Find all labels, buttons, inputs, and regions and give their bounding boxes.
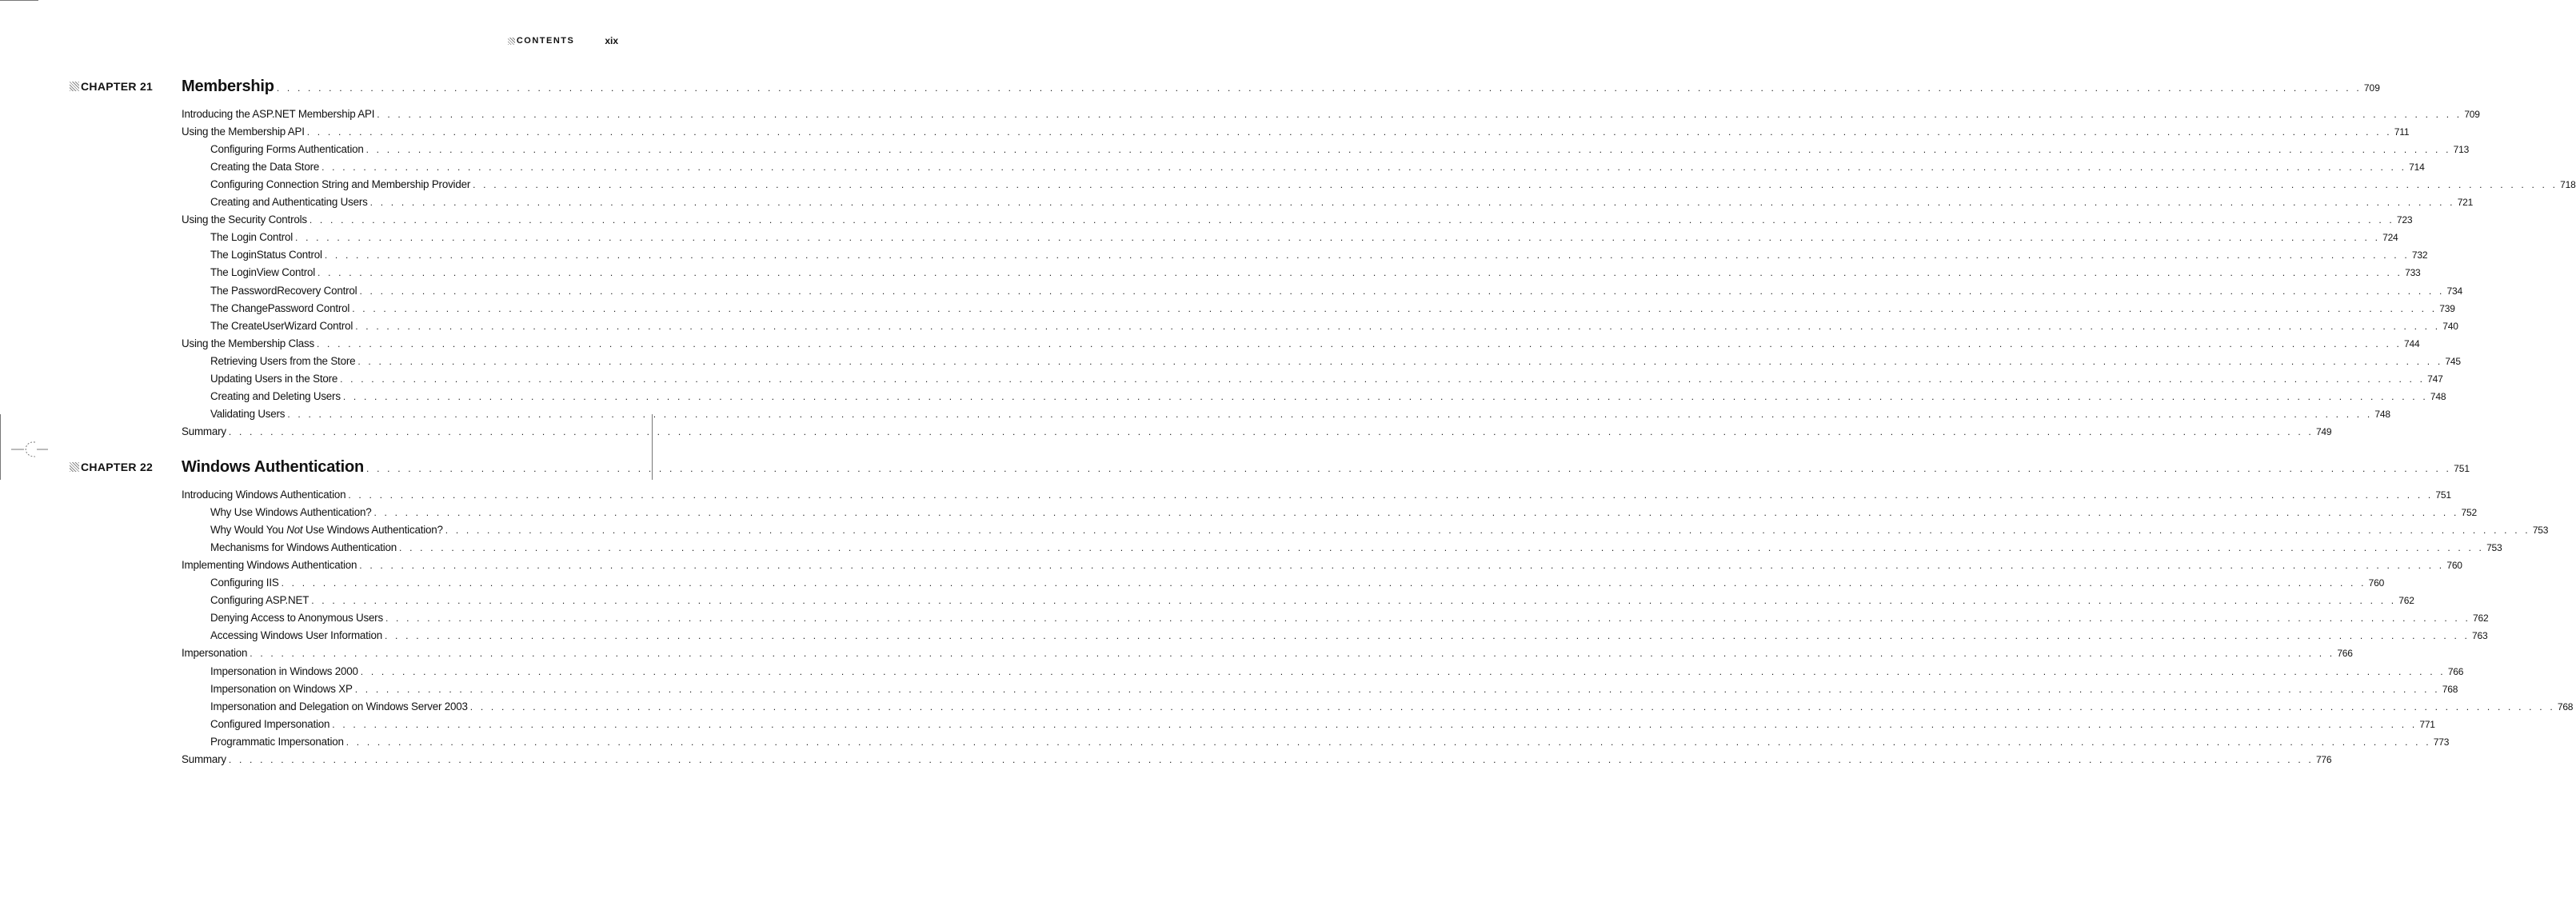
toc-page-number: 714 — [2409, 162, 2425, 174]
toc-page-number: 766 — [2337, 648, 2353, 660]
toc-page-number: 752 — [2461, 507, 2477, 519]
toc-page-number: 768 — [2442, 683, 2458, 695]
toc-entry[interactable] — [210, 682, 2458, 696]
toc-entry-title: Denying Access to Anonymous Users — [210, 612, 383, 625]
dot-leader: . . . . . . . . . . . . . . . . . . . . . . . . . . . . . . . . . . . . . . . . . . . . . . . . . . . . . . . . . . . . . . . . . . . . . . . . . . . . . . . . . . . . . . . . . . . . . . . . . . . . . . . . . . . . . . . . . . . . . . . . . . . . . . . . . . . . . . . . . . . . . . . . . . . . . . . . . . . . . . . . . . . . . . . . . . . . . . . . . . . . . . . . . . . . . . . . . . . . . . . . — [228, 425, 2314, 437]
crop-mark-left — [0, 414, 1, 480]
toc-entry-title: Configuring Forms Authentication — [210, 143, 364, 156]
toc-entry[interactable] — [210, 524, 2549, 537]
toc-entry[interactable] — [210, 231, 2398, 244]
toc-entry[interactable] — [210, 178, 2576, 191]
toc-entry[interactable] — [210, 249, 2428, 261]
toc-entry[interactable] — [210, 700, 2574, 713]
toc-entry[interactable] — [210, 389, 2446, 403]
hatch-icon — [508, 38, 515, 45]
toc-page-number: 732 — [2411, 249, 2428, 261]
dot-leader: . . . . . . . . . . . . . . . . . . . . . . . . . . . . . . . . . . . . . . . . . . . . . . . . . . . . . . . . . . . . . . . . . . . . . . . . . . . . . . . . . . . . . . . . . . . . . . . . . . . . . . . . . . . . . . . . . . . . . . . . . . . . . . . . . . . . . . . . . . . . . . . . . . . . . . . . . . . . . . . . . . . . . . . . . . . . . . . . . . . . . . . . . . . . . . . . . . . . . . . . — [276, 82, 2362, 94]
registration-mark-icon — [11, 440, 48, 459]
toc-entry[interactable] — [210, 196, 2474, 209]
toc-entry[interactable] — [210, 612, 2489, 625]
dot-leader: . . . . . . . . . . . . . . . . . . . . . . . . . . . . . . . . . . . . . . . . . . . . . . . . . . . . . . . . . . . . . . . . . . . . . . . . . . . . . . . . . . . . . . . . . . . . . . . . . . . . . . . . . . . . . . . . . . . . . . . . . . . . . . . . . . . . . . . . . . . . . . . . . . . . . . . . . . . . . . . . . . . . . . . . . . . . . . . . . . . . . . . . . . . . . . . . . . . . . . . . — [352, 302, 2438, 314]
toc-entry[interactable] — [210, 143, 2470, 156]
toc-page-number: 748 — [2430, 390, 2446, 402]
dot-leader: . . . . . . . . . . . . . . . . . . . . . . . . . . . . . . . . . . . . . . . . . . . . . . . . . . . . . . . . . . . . . . . . . . . . . . . . . . . . . . . . . . . . . . . . . . . . . . . . . . . . . . . . . . . . . . . . . . . . . . . . . . . . . . . . . . . . . . . . . . . . . . . . . . . . . . . . . . . . . . . . . . . . . . . . . . . . . . . . . . . . . . . . . . . . . . . . . . . . . . . . — [309, 214, 2394, 226]
hatch-icon — [70, 462, 79, 472]
toc-entry-title: Impersonation on Windows XP — [210, 682, 353, 695]
toc-entry[interactable] — [182, 489, 2451, 501]
toc-entry-title: Creating and Authenticating Users — [210, 196, 368, 209]
toc-page-number: 718 — [2560, 179, 2576, 191]
toc-page-number: 748 — [2374, 408, 2390, 420]
toc-page-number: 734 — [2446, 285, 2462, 297]
dot-leader: . . . . . . . . . . . . . . . . . . . . . . . . . . . . . . . . . . . . . . . . . . . . . . . . . . . . . . . . . . . . . . . . . . . . . . . . . . . . . . . . . . . . . . . . . . . . . . . . . . . . . . . . . . . . . . . . . . . . . . . . . . . . . . . . . . . . . . . . . . . . . . . . . . . . . . . . . . . . . . . . . . . . . . . . . . . . . . . . . . . . . . . . . . . . . . . . . . . . . . . . — [369, 197, 2455, 209]
toc-entry-title: Impersonation and Delegation on Windows Server 2003 — [210, 700, 468, 712]
toc-entry-title: The CreateUserWizard Control — [210, 319, 353, 332]
toc-entry-title: Introducing Windows Authentication — [182, 489, 346, 501]
dot-leader: . . . . . . . . . . . . . . . . . . . . . . . . . . . . . . . . . . . . . . . . . . . . . . . . . . . . . . . . . . . . . . . . . . . . . . . . . . . . . . . . . . . . . . . . . . . . . . . . . . . . . . . . . . . . . . . . . . . . . . . . . . . . . . . . . . . . . . . . . . . . . . . . . . . . . . . . . . . . . . . . . . . . . . . . . . . . . . . . . . . . . . . . . . . . . . . . . . . . . . . . — [445, 525, 2530, 537]
dot-leader: . . . . . . . . . . . . . . . . . . . . . . . . . . . . . . . . . . . . . . . . . . . . . . . . . . . . . . . . . . . . . . . . . . . . . . . . . . . . . . . . . . . . . . . . . . . . . . . . . . . . . . . . . . . . . . . . . . . . . . . . . . . . . . . . . . . . . . . . . . . . . . . . . . . . . . . . . . . . . . . . . . . . . . . . . . . . . . . . . . . . . . . . . . . . . . . . . . . . . . . . — [250, 648, 2335, 660]
chapter-label-text: CHAPTER 21 — [81, 80, 154, 93]
dot-leader: . . . . . . . . . . . . . . . . . . . . . . . . . . . . . . . . . . . . . . . . . . . . . . . . . . . . . . . . . . . . . . . . . . . . . . . . . . . . . . . . . . . . . . . . . . . . . . . . . . . . . . . . . . . . . . . . . . . . . . . . . . . . . . . . . . . . . . . . . . . . . . . . . . . . . . . . . . . . . . . . . . . . . . . . . . . . . . . . . . . . . . . . . . . . . . . . . . . . . . . . — [332, 718, 2418, 730]
toc-entry-title: Using the Membership Class — [182, 337, 314, 349]
toc-entry[interactable] — [210, 717, 2435, 731]
toc-entry-title: The ChangePassword Control — [210, 301, 350, 314]
toc-entry-title: Summary — [182, 425, 226, 437]
toc-page-number: 709 — [2464, 109, 2480, 120]
toc-entry[interactable] — [210, 594, 2414, 607]
crop-mark-top — [0, 0, 38, 1]
toc-page-number: 745 — [2445, 355, 2461, 367]
toc-entry-title: Implementing Windows Authentication — [182, 559, 357, 572]
toc-entry[interactable] — [210, 735, 2450, 748]
toc-entry-title: Introducing the ASP.NET Membership API — [182, 108, 375, 120]
dot-leader: . . . . . . . . . . . . . . . . . . . . . . . . . . . . . . . . . . . . . . . . . . . . . . . . . . . . . . . . . . . . . . . . . . . . . . . . . . . . . . . . . . . . . . . . . . . . . . . . . . . . . . . . . . . . . . . . . . . . . . . . . . . . . . . . . . . . . . . . . . . . . . . . . . . . . . . . . . . . . . . . . . . . . . . . . . . . . . . . . . . . . . . . . . . . . . . . . . . . . . . . — [360, 665, 2446, 677]
toc-entry-title: Updating Users in the Store — [210, 372, 338, 385]
toc-page-number: 711 — [2394, 126, 2410, 138]
toc-entry-title: The Login Control — [210, 231, 294, 244]
toc-entry[interactable] — [210, 506, 2477, 519]
toc-entry[interactable] — [182, 126, 2410, 138]
toc-entry[interactable] — [182, 108, 2480, 121]
toc-entry-title: Configuring IIS — [210, 577, 279, 589]
toc-page-number: 739 — [2439, 302, 2455, 314]
page-folio: xix — [605, 35, 618, 46]
toc-page-number: 768 — [2557, 700, 2574, 712]
toc-entry-title: Validating Users — [210, 407, 286, 420]
toc-entry[interactable] — [210, 665, 2464, 678]
toc-entry-title: Impersonation — [182, 647, 248, 660]
toc-entry-title: Impersonation in Windows 2000 — [210, 665, 358, 677]
toc-entry[interactable] — [210, 266, 2421, 279]
toc-page-number: 760 — [2446, 560, 2462, 572]
toc-entry[interactable] — [210, 284, 2462, 297]
dot-leader: . . . . . . . . . . . . . . . . . . . . . . . . . . . . . . . . . . . . . . . . . . . . . . . . . . . . . . . . . . . . . . . . . . . . . . . . . . . . . . . . . . . . . . . . . . . . . . . . . . . . . . . . . . . . . . . . . . . . . . . . . . . . . . . . . . . . . . . . . . . . . . . . . . . . . . . . . . . . . . . . . . . . . . . . . . . . . . . . . . . . . . . . . . . . . . . . . . . . . . . . — [469, 700, 2555, 712]
toc-entry-title: Retrieving Users from the Store — [210, 354, 356, 367]
toc-page-number: 733 — [2405, 267, 2421, 279]
dot-leader: . . . . . . . . . . . . . . . . . . . . . . . . . . . . . . . . . . . . . . . . . . . . . . . . . . . . . . . . . . . . . . . . . . . . . . . . . . . . . . . . . . . . . . . . . . . . . . . . . . . . . . . . . . . . . . . . . . . . . . . . . . . . . . . . . . . . . . . . . . . . . . . . . . . . . . . . . . . . . . . . . . . . . . . . . . . . . . . . . . . . . . . . . . . . . . . . . . . . . . . . — [359, 560, 2445, 572]
dot-leader: . . . . . . . . . . . . . . . . . . . . . . . . . . . . . . . . . . . . . . . . . . . . . . . . . . . . . . . . . . . . . . . . . . . . . . . . . . . . . . . . . . . . . . . . . . . . . . . . . . . . . . . . . . . . . . . . . . . . . . . . . . . . . . . . . . . . . . . . . . . . . . . . . . . . . . . . . . . . . . . . . . . . . . . . . . . . . . . . . . . . . . . . . . . . . . . . . . . . . . . . — [385, 613, 2471, 625]
toc-entry[interactable] — [210, 354, 2461, 368]
dot-leader: . . . . . . . . . . . . . . . . . . . . . . . . . . . . . . . . . . . . . . . . . . . . . . . . . . . . . . . . . . . . . . . . . . . . . . . . . . . . . . . . . . . . . . . . . . . . . . . . . . . . . . . . . . . . . . . . . . . . . . . . . . . . . . . . . . . . . . . . . . . . . . . . . . . . . . . . . . . . . . . . . . . . . . . . . . . . . . . . . . . . . . . . . . . . . . . . . . . . . . . . — [295, 232, 2381, 244]
dot-leader: . . . . . . . . . . . . . . . . . . . . . . . . . . . . . . . . . . . . . . . . . . . . . . . . . . . . . . . . . . . . . . . . . . . . . . . . . . . . . . . . . . . . . . . . . . . . . . . . . . . . . . . . . . . . . . . . . . . . . . . . . . . . . . . . . . . . . . . . . . . . . . . . . . . . . . . . . . . . . . . . . . . . . . . . . . . . . . . . . . . . . . . . . . . . . . . . . . . . . . . . — [318, 267, 2403, 279]
dot-leader: . . . . . . . . . . . . . . . . . . . . . . . . . . . . . . . . . . . . . . . . . . . . . . . . . . . . . . . . . . . . . . . . . . . . . . . . . . . . . . . . . . . . . . . . . . . . . . . . . . . . . . . . . . . . . . . . . . . . . . . . . . . . . . . . . . . . . . . . . . . . . . . . . . . . . . . . . . . . . . . . . . . . . . . . . . . . . . . . . . . . . . . . . . . . . . . . . . . . . . . . — [316, 337, 2402, 349]
dot-leader: . . . . . . . . . . . . . . . . . . . . . . . . . . . . . . . . . . . . . . . . . . . . . . . . . . . . . . . . . . . . . . . . . . . . . . . . . . . . . . . . . . . . . . . . . . . . . . . . . . . . . . . . . . . . . . . . . . . . . . . . . . . . . . . . . . . . . . . . . . . . . . . . . . . . . . . . . . . . . . . . . . . . . . . . . . . . . . . . . . . . . . . . . . . . . . . . . . . . . . . . — [359, 285, 2445, 297]
dot-leader: . . . . . . . . . . . . . . . . . . . . . . . . . . . . . . . . . . . . . . . . . . . . . . . . . . . . . . . . . . . . . . . . . . . . . . . . . . . . . . . . . . . . . . . . . . . . . . . . . . . . . . . . . . . . . . . . . . . . . . . . . . . . . . . . . . . . . . . . . . . . . . . . . . . . . . . . . . . . . . . . . . . . . . . . . . . . . . . . . . . . . . . . . . . . . . . . . . . . . . . . — [366, 463, 2452, 474]
toc-page-number: 747 — [2427, 373, 2443, 385]
toc-page-number: 773 — [2433, 736, 2450, 748]
emphasis: Not — [286, 524, 303, 537]
dot-leader: . . . . . . . . . . . . . . . . . . . . . . . . . . . . . . . . . . . . . . . . . . . . . . . . . . . . . . . . . . . . . . . . . . . . . . . . . . . . . . . . . . . . . . . . . . . . . . . . . . . . . . . . . . . . . . . . . . . . . . . . . . . . . . . . . . . . . . . . . . . . . . . . . . . . . . . . . . . . . . . . . . . . . . . . . . . . . . . . . . . . . . . . . . . . . . . . . . . . . . . . — [384, 630, 2470, 642]
toc-entry-title: Why Use Windows Authentication? — [210, 506, 372, 519]
hatch-icon — [70, 82, 79, 91]
toc-entry[interactable] — [210, 407, 2390, 421]
dot-leader: . . . . . . . . . . . . . . . . . . . . . . . . . . . . . . . . . . . . . . . . . . . . . . . . . . . . . . . . . . . . . . . . . . . . . . . . . . . . . . . . . . . . . . . . . . . . . . . . . . . . . . . . . . . . . . . . . . . . . . . . . . . . . . . . . . . . . . . . . . . . . . . . . . . . . . . . . . . . . . . . . . . . . . . . . . . . . . . . . . . . . . . . . . . . . . . . . . . . . . . . — [340, 373, 2426, 385]
dot-leader: . . . . . . . . . . . . . . . . . . . . . . . . . . . . . . . . . . . . . . . . . . . . . . . . . . . . . . . . . . . . . . . . . . . . . . . . . . . . . . . . . . . . . . . . . . . . . . . . . . . . . . . . . . . . . . . . . . . . . . . . . . . . . . . . . . . . . . . . . . . . . . . . . . . . . . . . . . . . . . . . . . . . . . . . . . . . . . . . . . . . . . . . . . . . . . . . . . . . . . . . — [377, 109, 2462, 120]
toc-entry[interactable] — [210, 541, 2502, 554]
toc-page-number: 740 — [2442, 320, 2458, 332]
toc-entry[interactable] — [182, 337, 2420, 350]
toc-entry[interactable] — [210, 629, 2488, 642]
toc-entry-title: Configuring ASP.NET — [210, 594, 310, 607]
toc-entry-title: Using the Membership API — [182, 126, 305, 138]
toc-page-number: 751 — [2435, 489, 2451, 501]
dot-leader: . . . . . . . . . . . . . . . . . . . . . . . . . . . . . . . . . . . . . . . . . . . . . . . . . . . . . . . . . . . . . . . . . . . . . . . . . . . . . . . . . . . . . . . . . . . . . . . . . . . . . . . . . . . . . . . . . . . . . . . . . . . . . . . . . . . . . . . . . . . . . . . . . . . . . . . . . . . . . . . . . . . . . . . . . . . . . . . . . . . . . . . . . . . . . . . . . . . . . . . . — [399, 542, 2485, 554]
toc-entry-title: Using the Security Controls — [182, 214, 307, 226]
toc-entry[interactable] — [182, 214, 2413, 226]
chapter-page-number: 709 — [2363, 82, 2380, 94]
toc-entry-title: Creating the Data Store — [210, 161, 320, 174]
dot-leader: . . . . . . . . . . . . . . . . . . . . . . . . . . . . . . . . . . . . . . . . . . . . . . . . . . . . . . . . . . . . . . . . . . . . . . . . . . . . . . . . . . . . . . . . . . . . . . . . . . . . . . . . . . . . . . . . . . . . . . . . . . . . . . . . . . . . . . . . . . . . . . . . . . . . . . . . . . . . . . . . . . . . . . . . . . . . . . . . . . . . . . . . . . . . . . . . . . . . . . . . — [322, 162, 2407, 174]
toc-entry[interactable] — [182, 752, 2332, 766]
chapter-title: Membership — [182, 78, 274, 95]
toc-entry[interactable] — [210, 301, 2455, 315]
toc-page-number: 766 — [2447, 665, 2464, 677]
dot-leader: . . . . . . . . . . . . . . . . . . . . . . . . . . . . . . . . . . . . . . . . . . . . . . . . . . . . . . . . . . . . . . . . . . . . . . . . . . . . . . . . . . . . . . . . . . . . . . . . . . . . . . . . . . . . . . . . . . . . . . . . . . . . . . . . . . . . . . . . . . . . . . . . . . . . . . . . . . . . . . . . . . . . . . . . . . . . . . . . . . . . . . . . . . . . . . . . . . . . . . . . — [311, 595, 2397, 607]
dot-leader: . . . . . . . . . . . . . . . . . . . . . . . . . . . . . . . . . . . . . . . . . . . . . . . . . . . . . . . . . . . . . . . . . . . . . . . . . . . . . . . . . . . . . . . . . . . . . . . . . . . . . . . . . . . . . . . . . . . . . . . . . . . . . . . . . . . . . . . . . . . . . . . . . . . . . . . . . . . . . . . . . . . . . . . . . . . . . . . . . . . . . . . . . . . . . . . . . . . . . . . . — [287, 408, 2373, 420]
toc-entry-title: The PasswordRecovery Control — [210, 284, 357, 297]
toc-page-number: 721 — [2457, 197, 2474, 209]
toc-entry[interactable] — [210, 577, 2385, 589]
toc-page-number: 723 — [2396, 214, 2413, 226]
dot-leader: . . . . . . . . . . . . . . . . . . . . . . . . . . . . . . . . . . . . . . . . . . . . . . . . . . . . . . . . . . . . . . . . . . . . . . . . . . . . . . . . . . . . . . . . . . . . . . . . . . . . . . . . . . . . . . . . . . . . . . . . . . . . . . . . . . . . . . . . . . . . . . . . . . . . . . . . . . . . . . . . . . . . . . . . . . . . . . . . . . . . . . . . . . . . . . . . . . . . . . . . — [355, 320, 2441, 332]
dot-leader: . . . . . . . . . . . . . . . . . . . . . . . . . . . . . . . . . . . . . . . . . . . . . . . . . . . . . . . . . . . . . . . . . . . . . . . . . . . . . . . . . . . . . . . . . . . . . . . . . . . . . . . . . . . . . . . . . . . . . . . . . . . . . . . . . . . . . . . . . . . . . . . . . . . . . . . . . . . . . . . . . . . . . . . . . . . . . . . . . . . . . . . . . . . . . . . . . . . . . . . . — [373, 507, 2459, 519]
toc-entry-title: Programmatic Impersonation — [210, 735, 344, 748]
dot-leader: . . . . . . . . . . . . . . . . . . . . . . . . . . . . . . . . . . . . . . . . . . . . . . . . . . . . . . . . . . . . . . . . . . . . . . . . . . . . . . . . . . . . . . . . . . . . . . . . . . . . . . . . . . . . . . . . . . . . . . . . . . . . . . . . . . . . . . . . . . . . . . . . . . . . . . . . . . . . . . . . . . . . . . . . . . . . . . . . . . . . . . . . . . . . . . . . . . . . . . . . — [348, 489, 2434, 501]
toc-entry-title: Configured Impersonation — [210, 717, 330, 730]
toc-entry[interactable] — [182, 647, 2353, 660]
toc-entry-title: Accessing Windows User Information — [210, 629, 382, 642]
toc-page-number: 753 — [2532, 525, 2549, 537]
toc-entry-title: Creating and Deleting Users — [210, 389, 341, 402]
toc-page-number: 776 — [2315, 753, 2332, 765]
dot-leader: . . . . . . . . . . . . . . . . . . . . . . . . . . . . . . . . . . . . . . . . . . . . . . . . . . . . . . . . . . . . . . . . . . . . . . . . . . . . . . . . . . . . . . . . . . . . . . . . . . . . . . . . . . . . . . . . . . . . . . . . . . . . . . . . . . . . . . . . . . . . . . . . . . . . . . . . . . . . . . . . . . . . . . . . . . . . . . . . . . . . . . . . . . . . . . . . . . . . . . . . — [281, 577, 2366, 589]
toc-entry[interactable] — [182, 559, 2462, 572]
toc-entry[interactable] — [182, 425, 2332, 438]
dot-leader: . . . . . . . . . . . . . . . . . . . . . . . . . . . . . . . . . . . . . . . . . . . . . . . . . . . . . . . . . . . . . . . . . . . . . . . . . . . . . . . . . . . . . . . . . . . . . . . . . . . . . . . . . . . . . . . . . . . . . . . . . . . . . . . . . . . . . . . . . . . . . . . . . . . . . . . . . . . . . . . . . . . . . . . . . . . . . . . . . . . . . . . . . . . . . . . . . . . . . . . . — [365, 144, 2451, 156]
toc-page-number: 713 — [2453, 144, 2470, 156]
toc-page-number: 724 — [2382, 232, 2398, 244]
running-title: CONTENTS — [516, 36, 575, 46]
toc-page-number: 744 — [2404, 337, 2420, 349]
dot-leader: . . . . . . . . . . . . . . . . . . . . . . . . . . . . . . . . . . . . . . . . . . . . . . . . . . . . . . . . . . . . . . . . . . . . . . . . . . . . . . . . . . . . . . . . . . . . . . . . . . . . . . . . . . . . . . . . . . . . . . . . . . . . . . . . . . . . . . . . . . . . . . . . . . . . . . . . . . . . . . . . . . . . . . . . . . . . . . . . . . . . . . . . . . . . . . . . . . . . . . . . — [354, 683, 2440, 695]
dot-leader: . . . . . . . . . . . . . . . . . . . . . . . . . . . . . . . . . . . . . . . . . . . . . . . . . . . . . . . . . . . . . . . . . . . . . . . . . . . . . . . . . . . . . . . . . . . . . . . . . . . . . . . . . . . . . . . . . . . . . . . . . . . . . . . . . . . . . . . . . . . . . . . . . . . . . . . . . . . . . . . . . . . . . . . . . . . . . . . . . . . . . . . . . . . . . . . . . . . . . . . . — [473, 179, 2558, 191]
dot-leader: . . . . . . . . . . . . . . . . . . . . . . . . . . . . . . . . . . . . . . . . . . . . . . . . . . . . . . . . . . . . . . . . . . . . . . . . . . . . . . . . . . . . . . . . . . . . . . . . . . . . . . . . . . . . . . . . . . . . . . . . . . . . . . . . . . . . . . . . . . . . . . . . . . . . . . . . . . . . . . . . . . . . . . . . . . . . . . . . . . . . . . . . . . . . . . . . . . . . . . . . — [324, 249, 2410, 261]
dot-leader: . . . . . . . . . . . . . . . . . . . . . . . . . . . . . . . . . . . . . . . . . . . . . . . . . . . . . . . . . . . . . . . . . . . . . . . . . . . . . . . . . . . . . . . . . . . . . . . . . . . . . . . . . . . . . . . . . . . . . . . . . . . . . . . . . . . . . . . . . . . . . . . . . . . . . . . . . . . . . . . . . . . . . . . . . . . . . . . . . . . . . . . . . . . . . . . . . . . . . . . . — [228, 753, 2314, 765]
running-header — [508, 35, 618, 46]
toc-page-number: 760 — [2368, 577, 2385, 589]
chapter-label — [70, 80, 153, 93]
toc-page-number: 771 — [2419, 718, 2435, 730]
toc-page-number: 753 — [2486, 542, 2502, 554]
toc-page-number: 749 — [2315, 425, 2332, 437]
dot-leader: . . . . . . . . . . . . . . . . . . . . . . . . . . . . . . . . . . . . . . . . . . . . . . . . . . . . . . . . . . . . . . . . . . . . . . . . . . . . . . . . . . . . . . . . . . . . . . . . . . . . . . . . . . . . . . . . . . . . . . . . . . . . . . . . . . . . . . . . . . . . . . . . . . . . . . . . . . . . . . . . . . . . . . . . . . . . . . . . . . . . . . . . . . . . . . . . . . . . . . . . — [342, 390, 2428, 402]
chapter-label-text: CHAPTER 22 — [81, 461, 154, 473]
toc-entry-title: Mechanisms for Windows Authentication — [210, 541, 397, 554]
toc-entry-title: The LoginStatus Control — [210, 249, 322, 261]
chapter-title-row[interactable] — [182, 78, 2380, 96]
chapter-label — [70, 461, 153, 473]
toc-entry-title: Configuring Connection String and Membership Provider — [210, 178, 471, 191]
toc-entry-title: The LoginView Control — [210, 266, 316, 279]
toc-page-number: 762 — [2473, 613, 2489, 625]
chapter-page-number: 751 — [2454, 463, 2470, 474]
dot-leader: . . . . . . . . . . . . . . . . . . . . . . . . . . . . . . . . . . . . . . . . . . . . . . . . . . . . . . . . . . . . . . . . . . . . . . . . . . . . . . . . . . . . . . . . . . . . . . . . . . . . . . . . . . . . . . . . . . . . . . . . . . . . . . . . . . . . . . . . . . . . . . . . . . . . . . . . . . . . . . . . . . . . . . . . . . . . . . . . . . . . . . . . . . . . . . . . . . . . . . . . — [357, 355, 2443, 367]
toc-entry[interactable] — [210, 319, 2458, 333]
toc-entry-title: Summary — [182, 752, 226, 765]
toc-entry[interactable] — [210, 161, 2425, 174]
toc-page-number: 763 — [2472, 630, 2488, 642]
toc-entry[interactable] — [210, 372, 2443, 385]
dot-leader: . . . . . . . . . . . . . . . . . . . . . . . . . . . . . . . . . . . . . . . . . . . . . . . . . . . . . . . . . . . . . . . . . . . . . . . . . . . . . . . . . . . . . . . . . . . . . . . . . . . . . . . . . . . . . . . . . . . . . . . . . . . . . . . . . . . . . . . . . . . . . . . . . . . . . . . . . . . . . . . . . . . . . . . . . . . . . . . . . . . . . . . . . . . . . . . . . . . . . . . . — [306, 126, 2392, 138]
dot-leader: . . . . . . . . . . . . . . . . . . . . . . . . . . . . . . . . . . . . . . . . . . . . . . . . . . . . . . . . . . . . . . . . . . . . . . . . . . . . . . . . . . . . . . . . . . . . . . . . . . . . . . . . . . . . . . . . . . . . . . . . . . . . . . . . . . . . . . . . . . . . . . . . . . . . . . . . . . . . . . . . . . . . . . . . . . . . . . . . . . . . . . . . . . . . . . . . . . . . . . . . — [345, 736, 2431, 748]
chapter-title: Windows Authentication — [182, 458, 364, 476]
chapter-title-row[interactable] — [182, 458, 2470, 477]
toc-entry-title: Why Would You Not Use Windows Authentication? — [210, 524, 443, 537]
toc-page-number: 762 — [2398, 595, 2414, 607]
